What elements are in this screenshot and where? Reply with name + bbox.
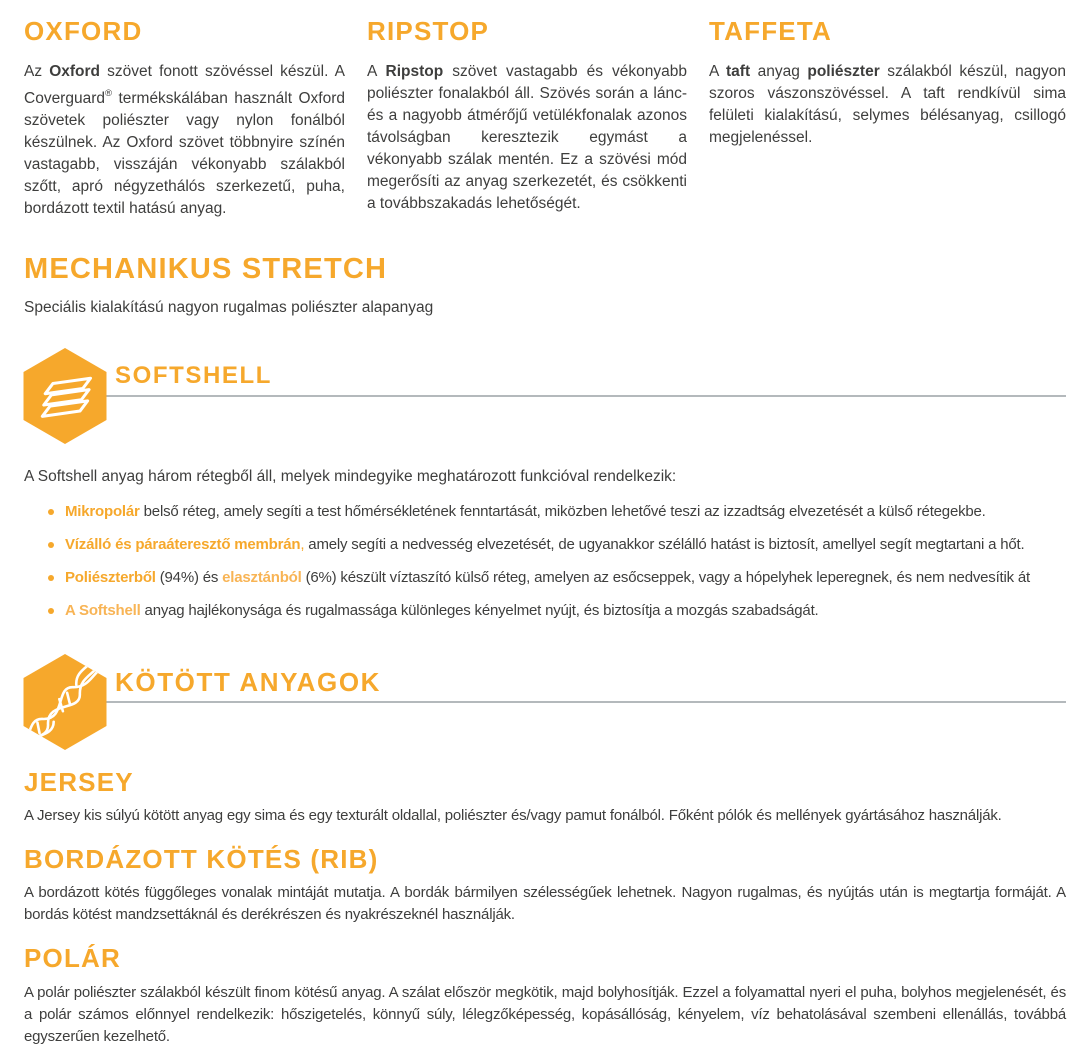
ripstop-paragraph: A Ripstop szövet vastagabb és vékonyabb poliészter fonalakból áll. Szövés során a lánc- és a nagyobb átmérőjű vetülékfonalak azonos távolságban keresztezik egymást a vékonyabb szálak mentén. Ez a szövési mód megerősíti az anyag szerkezetét, és csökkenti a továbbszakadás lehetőségét.	[367, 63, 687, 213]
bullet-text: Poliészterből (94%) és elasztánból (6%) készült víztaszító külső réteg, amelyen az esőcseppek, vagy a hópelyhek leperegnek, és nem nedvesítik át	[65, 568, 1031, 586]
bullet-text: Vízálló és páraáteresztő membrán, amely segíti a nedvesség elvezetését, de ugyanakkor szélálló hatást is biztosít, amellyel segít megtartani a hőt.	[65, 535, 1025, 553]
jersey-paragraph: A Jersey kis súlyú kötött anyag egy sima és egy texturált oldallal, poliészter és/vagy pamut fonálból. Főként pólók és mellények gyártásához használják.	[24, 807, 1002, 825]
softshell-divider-line	[98, 395, 1066, 397]
bullet-item-outer-layer	[48, 567, 1066, 589]
bullet-text: Mikropolár belső réteg, amely segíti a test hőmérsékletének fenntartását, miközben lehetővé teszi az izzadtság elvezetését a külső rétegekbe.	[65, 502, 986, 520]
softshell-heading: SOFTSHELL	[115, 361, 273, 389]
rib-heading: BORDÁZOTT KÖTÉS (RIB)	[24, 844, 379, 875]
bullet-item-micropolar	[48, 501, 1066, 523]
bullet-item-membrane	[48, 534, 1066, 556]
softshell-bullet-list	[24, 501, 1066, 622]
knitted-banner	[24, 654, 1066, 750]
polar-heading: POLÁR	[24, 943, 121, 974]
oxford-paragraph: Az Oxford szövet fonott szövéssel készül. A Coverguard® termékskálában használt Oxford szövetek poliészter vagy nylon fonálból készülnek. Az Oxford szövet többnyire színén vastagabb, visszáján vékonyabb szálakból szőtt, apró négyzethálós szerkezetű, puha, bordázott textil hatású anyag.	[24, 63, 345, 218]
fabric-column-oxford	[24, 18, 345, 220]
mechanikus-stretch-section	[24, 254, 1066, 318]
softshell-banner	[24, 348, 1066, 444]
layers-icon	[22, 348, 108, 444]
oxford-heading: OXFORD	[24, 16, 143, 46]
jersey-heading: JERSEY	[24, 766, 134, 797]
softshell-intro: A Softshell anyag három rétegből áll, melyek mindegyike meghatározott funkcióval rendelkezik:	[24, 467, 677, 485]
bullet-text: A Softshell anyag hajlékonysága és rugalmassága különleges kényelmet nyújt, és biztosítja a mozgás szabadságát.	[65, 601, 819, 619]
woven-fabrics-section	[24, 18, 1066, 220]
knit-icon	[22, 654, 108, 750]
bullet-item-flexibility	[48, 600, 1066, 622]
jersey-section	[24, 766, 1066, 827]
taffeta-heading: TAFFETA	[709, 16, 832, 46]
taffeta-paragraph: A taft anyag poliészter szálakból készül, nagyon szoros vászonszövéssel. A taft rendkívül sima felületi kialakítású, selymes bélésanyag, csillogó megjelenéssel.	[709, 63, 1066, 147]
fabric-column-ripstop	[367, 18, 687, 220]
knitted-divider-line	[98, 701, 1066, 703]
ripstop-heading: RIPSTOP	[367, 16, 490, 46]
mechanikus-stretch-text: Speciális kialakítású nagyon rugalmas poliészter alapanyag	[24, 298, 434, 316]
polar-paragraph: A polár poliészter szálakból készült finom kötésű anyag. A szálat először megkötik, majd bolyhosítják. Ezzel a folyamattal nyeri el puha, bolyhos megjelenését, és a polár számos előnnyel rendelkezik: hőszigetelés, könnyű súly, lélegzőképesség, kopásállóság, kényelem, víz behatolásával szembeni ellenállás, továbbá egyszerűen kezelhető.	[24, 983, 1066, 1045]
fabric-column-taffeta	[709, 18, 1066, 220]
rib-section	[24, 846, 1066, 926]
rib-paragraph: A bordázott kötés függőleges vonalak mintáját mutatja. A bordák bármilyen szélességűek lehetnek. Nagyon rugalmas, és nyújtás után is megtartja formáját. A bordás kötést mandzsettáknál és derékrészen és nyakrészeknél használják.	[24, 884, 1066, 924]
mechanikus-stretch-heading: MECHANIKUS STRETCH	[24, 253, 388, 286]
knitted-heading: KÖTÖTT ANYAGOK	[115, 666, 382, 697]
polar-section	[24, 945, 1066, 1047]
